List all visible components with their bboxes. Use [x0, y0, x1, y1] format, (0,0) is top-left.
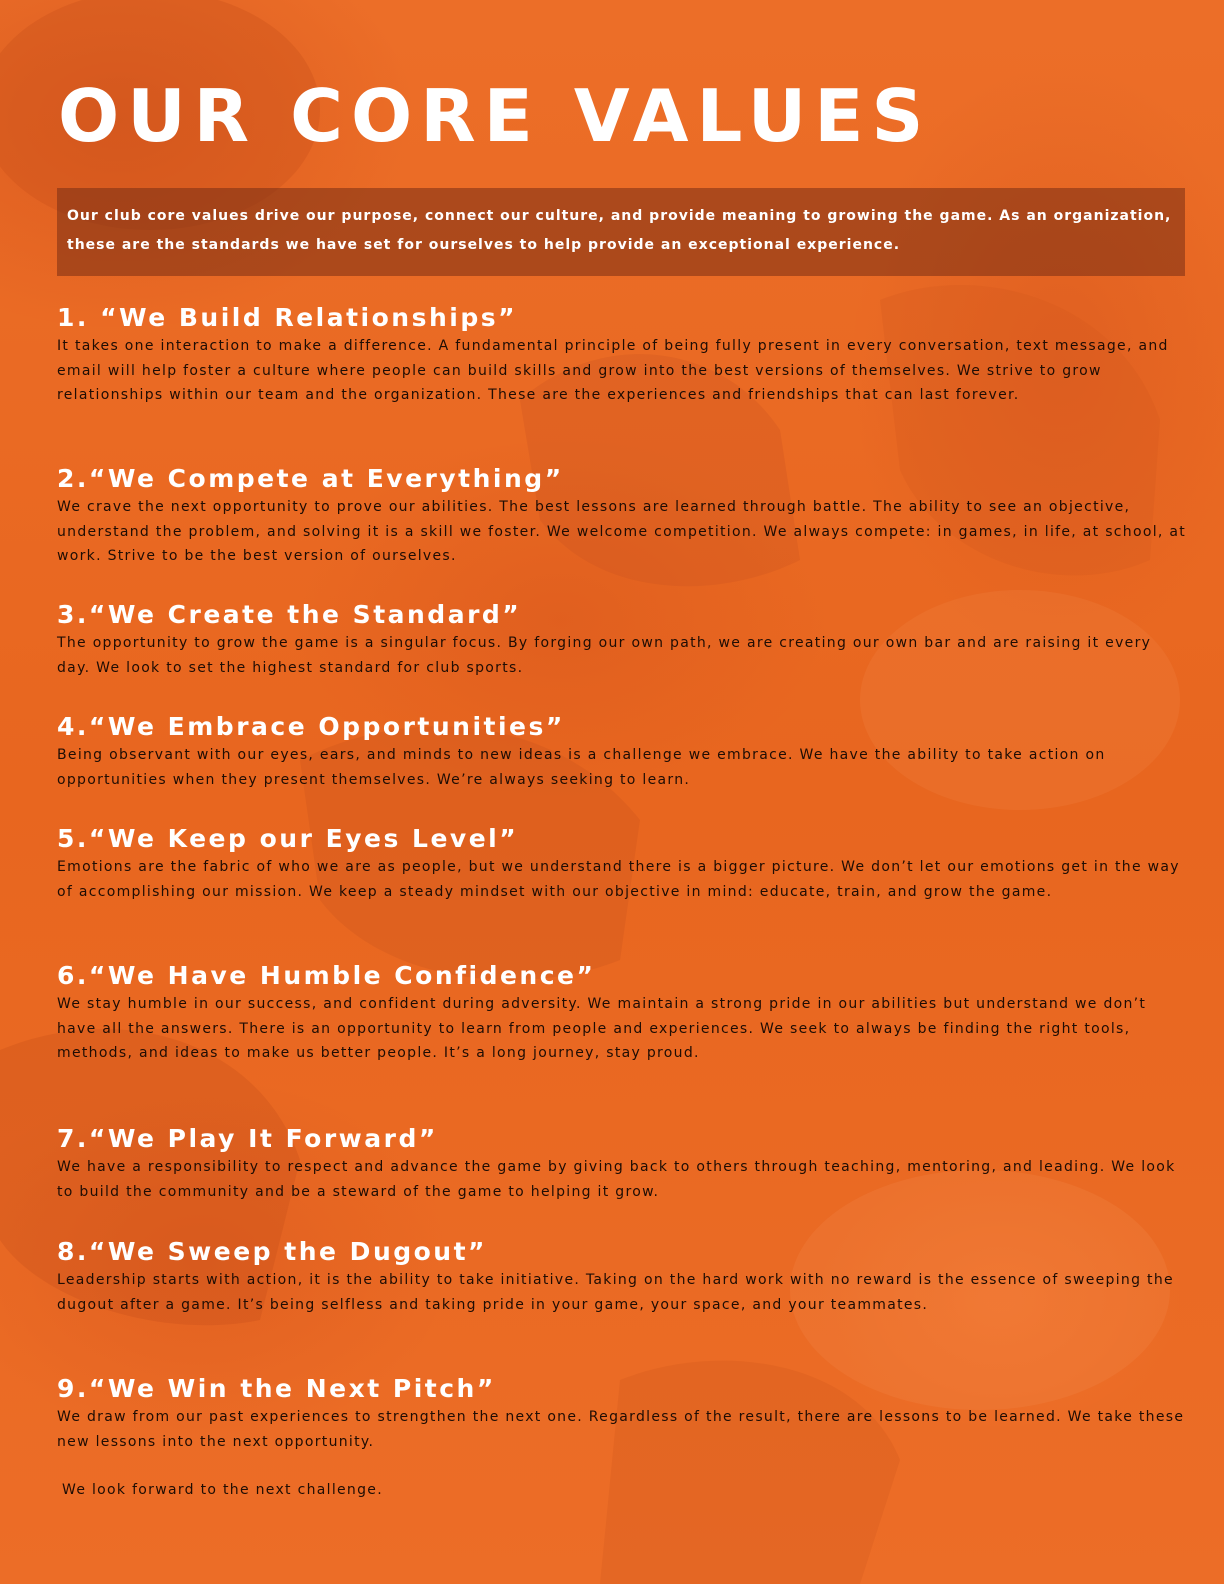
value-section-4: [57, 711, 1187, 792]
value-heading: 3.“We Create the Standard”: [57, 600, 522, 629]
value-heading: 5.“We Keep our Eyes Level”: [57, 824, 519, 853]
value-section-2: [57, 463, 1187, 569]
value-section-9: [57, 1373, 1187, 1454]
value-section-6: [57, 960, 1187, 1066]
value-body: It takes one interaction to make a difference. A fundamental principle of being fully present in every conversation, text message, and email will help foster a culture where people can build skills and grow into the best versions of themselves. We strive to grow relationships within our team and the organization. These are the experiences and friendships that can last forever.: [57, 338, 1169, 403]
value-body: Emotions are the fabric of who we are as people, but we understand there is a bigger picture. We don’t let our emotions get in the way of accomplishing our mission. We keep a steady mindset with our objective in mind: educate, train, and grow the game.: [57, 859, 1180, 900]
value-body: Being observant with our eyes, ears, and minds to new ideas is a challenge we embrace. We have the ability to take action on opportunities when they present themselves. We’re always seeking to learn.: [57, 747, 1106, 788]
value-body: We crave the next opportunity to prove our abilities. The best lessons are learned through battle. The ability to see an objective, understand the problem, and solving it is a skill we foster. We welcome competition. We always compete: in games, in life, at school, at work. Strive to be the best version of ourselves.: [57, 499, 1187, 564]
value-body: We have a responsibility to respect and advance the game by giving back to others through teaching, mentoring, and leading. We look to build the community and be a steward of the game to helping it grow.: [57, 1159, 1176, 1200]
value-body: Leadership starts with action, it is the ability to take initiative. Taking on the hard work with no reward is the essence of sweeping the dugout after a game. It’s being selfless and taking pride in your game, your space, and your teammates.: [57, 1272, 1174, 1313]
value-heading: 4.“We Embrace Opportunities”: [57, 712, 565, 741]
intro-box: [57, 188, 1185, 276]
value-heading: 8.“We Sweep the Dugout”: [57, 1237, 487, 1266]
value-body: We draw from our past experiences to strengthen the next one. Regardless of the result, there are lessons to be learned. We take these new lessons into the next opportunity.: [57, 1409, 1185, 1450]
value-section-3: [57, 599, 1187, 680]
value-heading: 9.“We Win the Next Pitch”: [57, 1374, 496, 1403]
value-heading: 7.“We Play It Forward”: [57, 1124, 438, 1153]
value-section-5: [57, 823, 1187, 904]
value-section-8: [57, 1236, 1187, 1317]
value-heading: 1. “We Build Relationships”: [57, 303, 518, 332]
value-section-1: [57, 302, 1187, 408]
value-body: The opportunity to grow the game is a singular focus. By forging our own path, we are creating our own bar and are raising it every day. We look to set the highest standard for club sports.: [57, 635, 1152, 676]
value-body: We stay humble in our success, and confident during adversity. We maintain a strong pride in our abilities but understand we don’t have all the answers. There is an opportunity to learn from people and experiences. We seek to always be finding the right tools, methods, and ideas to make us better people. It’s a long journey, stay proud.: [57, 996, 1147, 1061]
closing-statement: We look forward to the next challenge.: [62, 1482, 383, 1498]
value-heading: 2.“We Compete at Everything”: [57, 464, 564, 493]
page-title: OUR CORE VALUES: [58, 74, 932, 158]
value-heading: 6.“We Have Humble Confidence”: [57, 961, 596, 990]
value-section-7: [57, 1123, 1187, 1204]
intro-text: Our club core values drive our purpose, connect our culture, and provide meaning to growing the game. As an organization, these are the standards we have set for ourselves to help provide an exceptional experience.: [67, 208, 1172, 253]
